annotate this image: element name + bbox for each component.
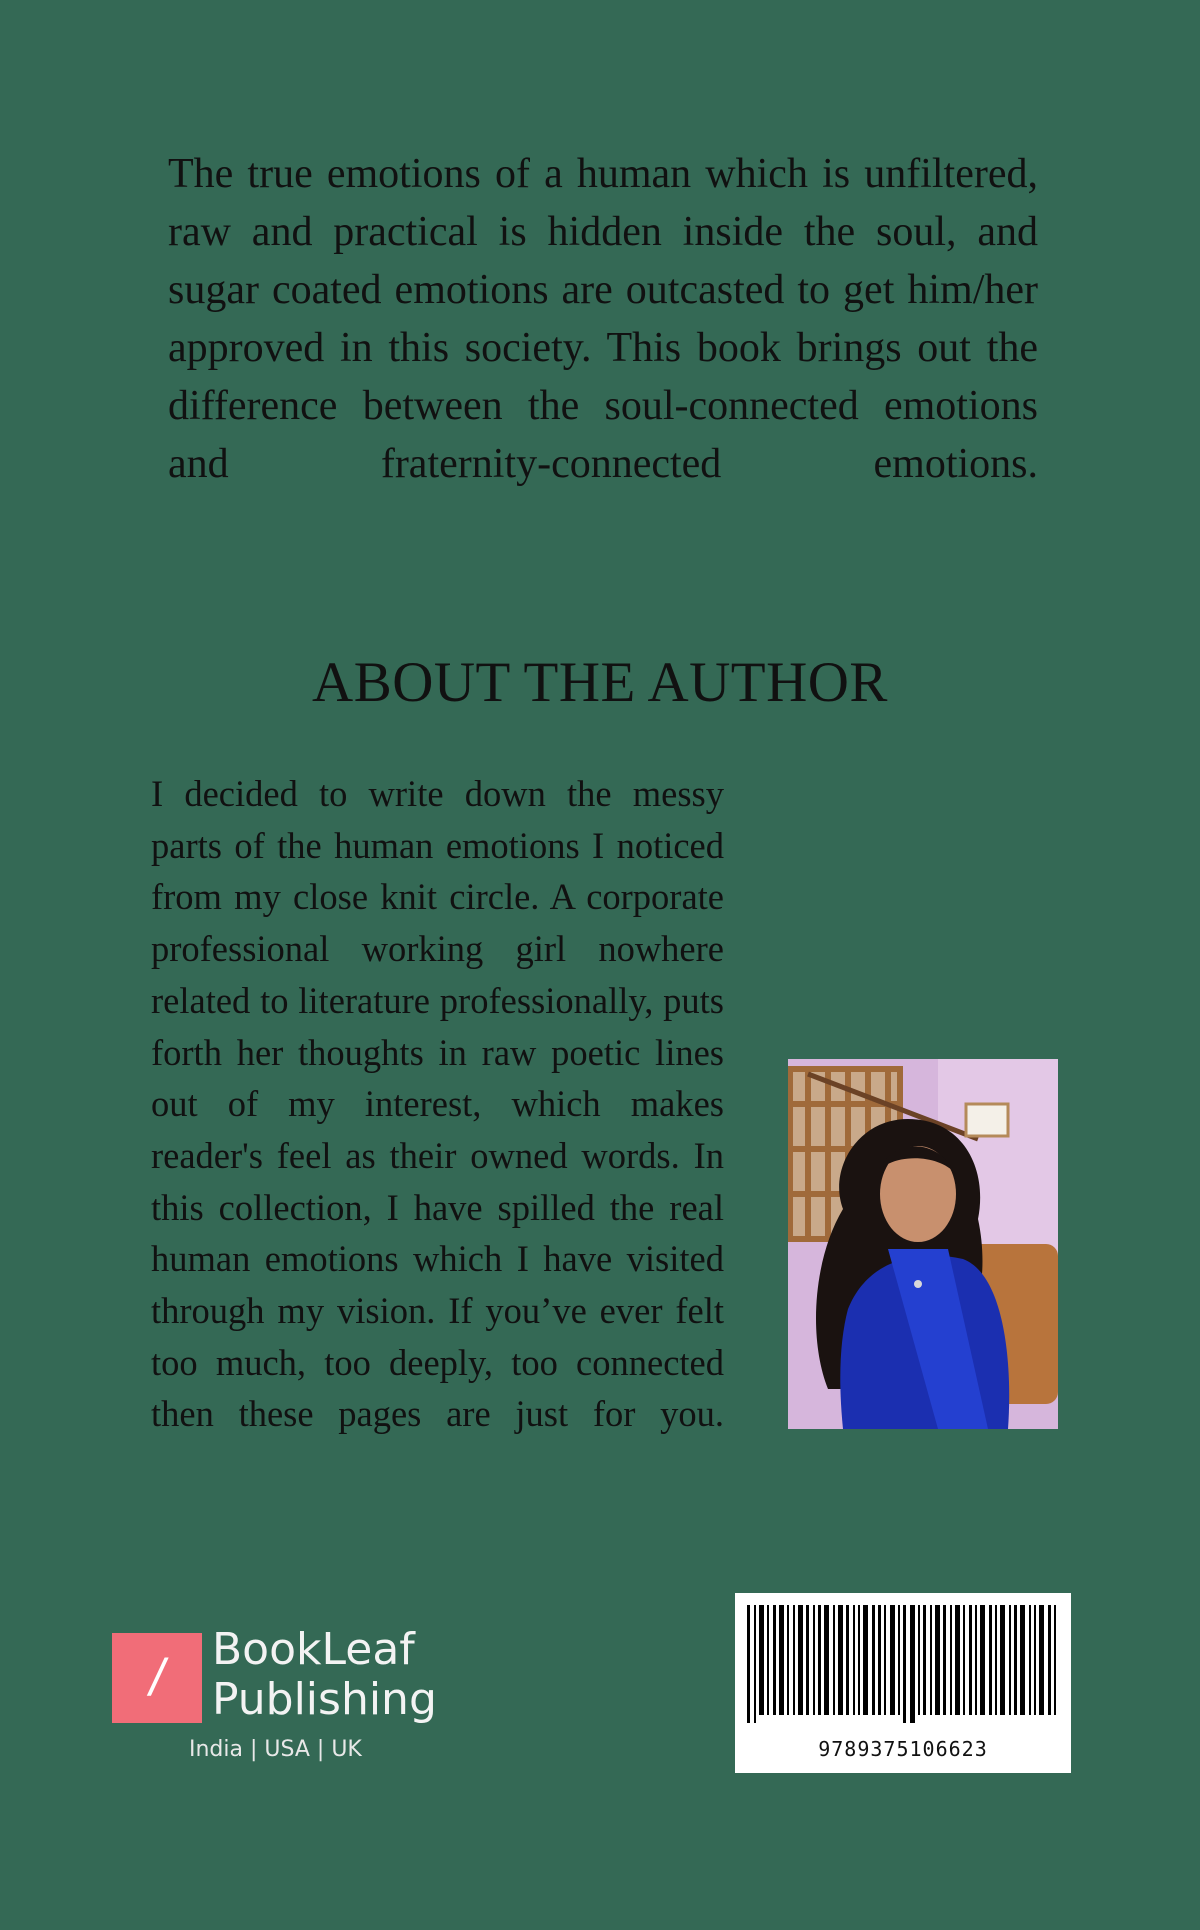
barcode-bar <box>975 1605 977 1715</box>
barcode-bar <box>898 1605 900 1715</box>
barcode-bar <box>1034 1605 1036 1715</box>
barcode-bar <box>1009 1605 1011 1715</box>
barcode-bar <box>793 1605 795 1715</box>
publisher-name <box>212 1625 437 1725</box>
barcode-bar <box>818 1605 821 1715</box>
barcode-bar <box>838 1605 843 1715</box>
publisher-name-line1: BookLeaf <box>212 1624 415 1675</box>
barcode-bar <box>878 1605 881 1715</box>
barcode-bar <box>813 1605 815 1715</box>
barcode-bar <box>943 1605 946 1715</box>
barcode-bar <box>767 1605 769 1715</box>
publisher-logo <box>112 1625 472 1765</box>
barcode-bar <box>833 1605 835 1715</box>
barcode-bar <box>995 1605 997 1715</box>
barcode-bar <box>773 1605 776 1715</box>
barcode-bar <box>858 1605 860 1715</box>
barcode-bar <box>910 1605 915 1723</box>
barcode-bar <box>1048 1605 1051 1715</box>
barcode-bar <box>963 1605 965 1715</box>
barcode-bar <box>1054 1605 1056 1715</box>
barcode-bar <box>798 1605 803 1715</box>
barcode-icon <box>735 1593 1071 1733</box>
barcode-bar <box>1014 1605 1017 1715</box>
barcode-bar <box>969 1605 972 1715</box>
barcode-bar <box>846 1605 849 1715</box>
barcode-bar <box>853 1605 855 1715</box>
barcode-bar <box>824 1605 829 1715</box>
author-bio: I decided to write down the messy parts of the human emotions I noticed from my close knit circle. A corporate professional working girl nowhere related to literature professionally, puts forth her thoughts in raw poetic lines out of my interest, which makes reader's feel as their owned words. In this collection, I have spilled the real human emotions which I have visited through my vision. If you’ve ever felt too much, too deeply, too connected then these pages are just for you. <box>151 773 724 1435</box>
barcode-bar <box>1000 1605 1005 1715</box>
barcode-bar <box>747 1605 750 1723</box>
barcode-bar <box>923 1605 926 1715</box>
barcode-bar <box>787 1605 789 1715</box>
barcode-bar <box>754 1605 756 1723</box>
back-cover-blurb: The true emotions of a human which is unfiltered, raw and practical is hidden inside the soul, and sugar coated emotions are outcasted to get him/her approved in this society. This book brings out the difference between the soul-connected emotions and fraternity-connected emotions. <box>168 151 1038 487</box>
barcode-bar <box>872 1605 875 1715</box>
slash-logo-icon: / <box>112 1633 202 1723</box>
wall-frame <box>966 1104 1008 1136</box>
barcode-bar <box>980 1605 985 1715</box>
barcode-bar <box>1039 1605 1044 1715</box>
barcode-bar <box>863 1605 868 1715</box>
barcode-bar <box>989 1605 992 1715</box>
barcode-bar <box>779 1605 784 1715</box>
barcode-bar <box>950 1605 952 1715</box>
author-photo <box>788 1059 1058 1429</box>
barcode-bar <box>1020 1605 1025 1715</box>
barcode-bar <box>930 1605 932 1715</box>
barcode-bar <box>890 1605 895 1715</box>
barcode-bar <box>884 1605 886 1715</box>
barcode-bar <box>759 1605 764 1715</box>
barcode-bar <box>935 1605 940 1715</box>
barcode-bar <box>1029 1605 1031 1715</box>
about-the-author-heading: ABOUT THE AUTHOR <box>312 651 888 714</box>
barcode-bar <box>806 1605 809 1715</box>
publisher-name-line2: Publishing <box>212 1674 437 1725</box>
isbn-number: 9789375106623 <box>818 1737 988 1761</box>
isbn-barcode <box>735 1593 1071 1773</box>
barcode-bar <box>918 1605 920 1715</box>
barcode-bar <box>903 1605 906 1723</box>
publisher-regions: India | USA | UK <box>189 1737 362 1762</box>
barcode-bar <box>955 1605 960 1715</box>
